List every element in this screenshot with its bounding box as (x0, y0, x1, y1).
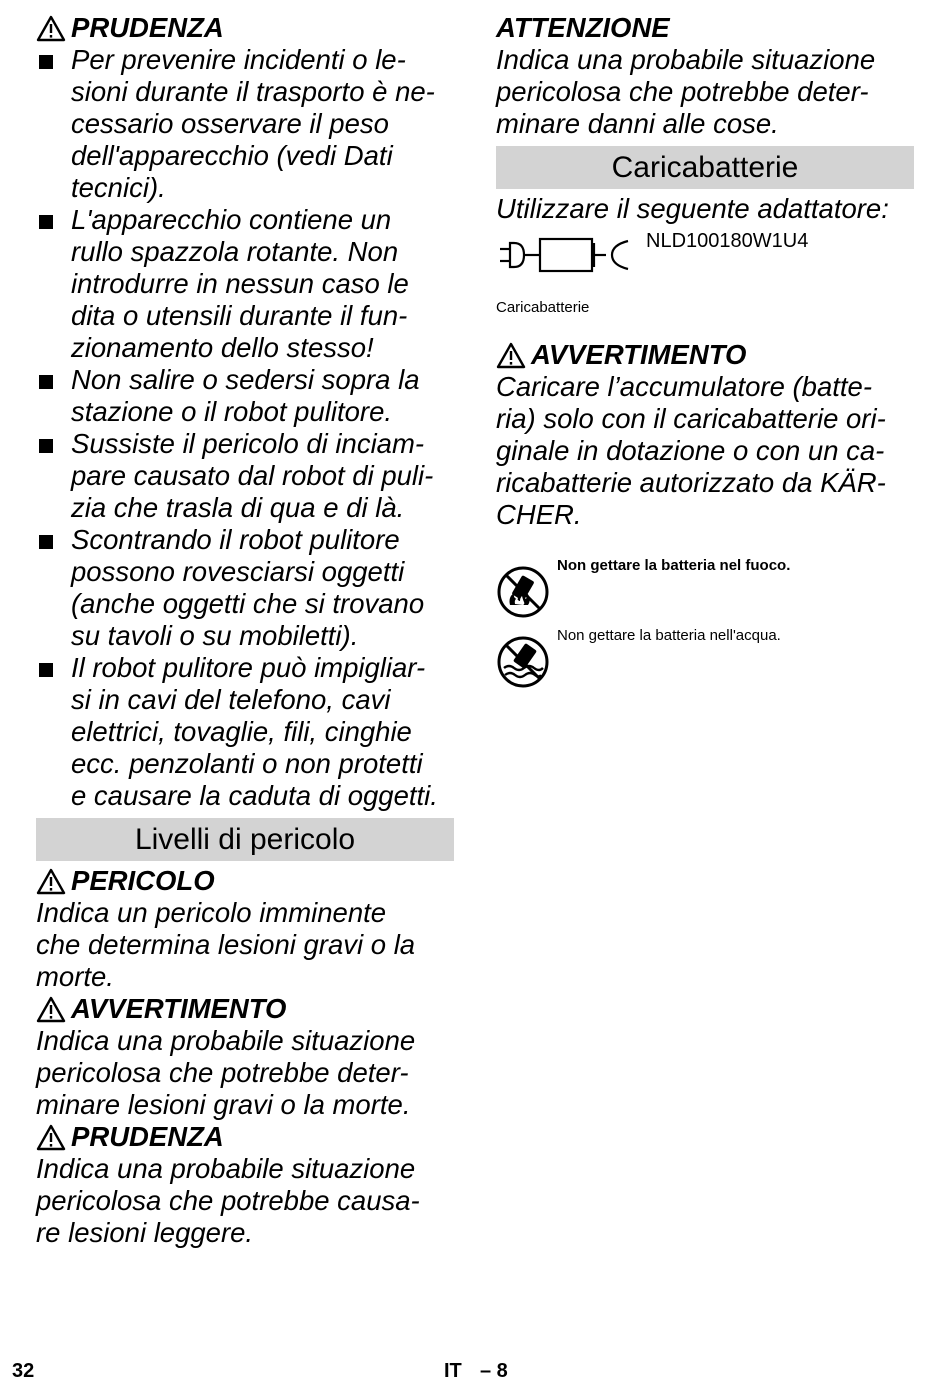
spacer (496, 317, 914, 339)
warning-title: AVVERTIMENTO (531, 339, 747, 370)
language-code: IT (444, 1360, 462, 1382)
section-title-caricabatterie: Caricabatterie (496, 146, 914, 189)
warning-triangle-icon (36, 1124, 66, 1152)
level-title: PERICOLO (71, 865, 215, 896)
pictogram-text: Non gettare la batteria nel fuoco. (557, 557, 791, 574)
level-description: Indica una probabile situazione pericolosa che potrebbe causa- re lesioni leggere. (36, 1153, 420, 1248)
pericolo-heading (36, 865, 454, 897)
bullet-square-icon (39, 215, 53, 229)
left-column (36, 12, 454, 1249)
level-title: AVVERTIMENTO (71, 993, 287, 1024)
bullet-text: Per prevenire incidenti o le- sioni durante il trasporto è ne- cessario osservare il peso dell'apparecchio (vedi Dati tecnici). (71, 44, 435, 203)
list-item (36, 204, 454, 364)
right-column (496, 12, 914, 697)
avvertimento-charger-heading (496, 339, 914, 371)
bullet-square-icon (39, 663, 53, 677)
warning-text: Caricare l’accumulatore (batte- ria) solo con il caricabatterie ori- ginale in dotazione o con un ca- ricabatterie autorizzato da KÄR- CHER. (496, 371, 886, 530)
level-title: PRUDENZA (71, 1121, 224, 1152)
section-page-number: – 8 (480, 1360, 508, 1382)
list-item (36, 428, 454, 524)
warning-triangle-icon (36, 996, 66, 1024)
bullet-square-icon (39, 375, 53, 389)
pictogram-text: Non gettare la batteria nell'acqua. (557, 627, 781, 644)
spacer (496, 531, 914, 557)
bullet-text: Scontrando il robot pulitore possono rovesciarsi oggetti (anche oggetti che si trovano su tavoli o su mobiletti). (71, 524, 425, 651)
list-item (36, 524, 454, 652)
bullet-text: L'apparecchio contiene un rullo spazzola rotante. Non introdurre in nessun caso le dita o utensili durante il fun- zionamento dello stesso! (71, 204, 409, 363)
no-fire-icon (496, 565, 550, 619)
warning-triangle-icon (496, 342, 526, 370)
bullet-square-icon (39, 535, 53, 549)
safety-bullet-list (36, 44, 454, 812)
adapter-caption: Caricabatterie (496, 299, 590, 316)
bullet-square-icon (39, 55, 53, 69)
pictogram-row-fire (496, 557, 914, 627)
bullet-text: Non salire o sedersi sopra la stazione o il robot pulitore. (71, 364, 420, 427)
level-description: Indica un pericolo imminente che determina lesioni gravi o la morte. (36, 897, 416, 992)
warning-triangle-icon (36, 868, 66, 896)
attenzione-text: Indica una probabile situazione pericolosa che potrebbe deter- minare danni alle cose. (496, 44, 876, 139)
charger-plug-icon (496, 235, 632, 279)
prudenza-heading-text: PRUDENZA (71, 12, 224, 43)
list-item (36, 364, 454, 428)
section-title-livelli: Livelli di pericolo (36, 818, 454, 861)
adapter-diagram (496, 229, 914, 299)
attenzione-heading: ATTENZIONE (496, 12, 670, 43)
adapter-intro: Utilizzare il seguente adattatore: (496, 193, 889, 224)
bullet-text: Sussiste il pericolo di inciam- pare causato dal robot di puli- zia che trasla di qua e di là. (71, 428, 434, 523)
avvertimento-heading (36, 993, 454, 1025)
warning-triangle-icon (36, 15, 66, 43)
page-number: 32 (12, 1360, 35, 1382)
list-item (36, 652, 454, 812)
pictogram-row-water (496, 627, 914, 697)
no-water-icon (496, 635, 550, 689)
prudenza-level-heading (36, 1121, 454, 1153)
list-item (36, 44, 454, 204)
bullet-square-icon (39, 439, 53, 453)
prudenza-heading (36, 12, 454, 44)
adapter-model-number: NLD100180W1U4 (646, 230, 809, 252)
bullet-text: Il robot pulitore può impigliar- si in cavi del telefono, cavi elettrici, tovaglie, fili, cinghie ecc. penzolanti o non protetti e causare la caduta di oggetti. (71, 652, 438, 811)
level-description: Indica una probabile situazione pericolosa che potrebbe deter- minare lesioni gravi o la morte. (36, 1025, 416, 1120)
